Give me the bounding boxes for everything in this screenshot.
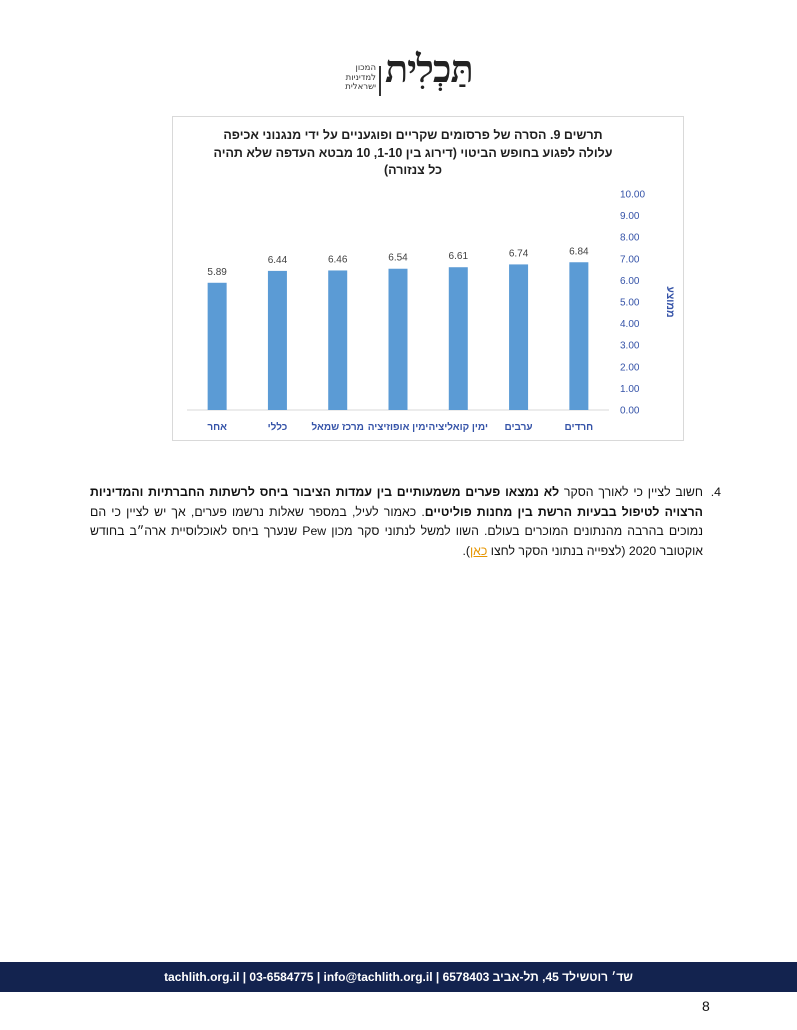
y-tick-label: 7.00 <box>620 254 640 266</box>
bar-chart <box>172 116 684 441</box>
logo-wordmark: תַּכְלִית <box>385 46 473 91</box>
y-axis-label: ממוצע <box>664 286 676 318</box>
x-tick-label: אחר <box>207 422 227 433</box>
data-label: 6.46 <box>327 254 348 266</box>
chart-title-line: עלולה לפגוע בחופש הביטוי (דירוג בין 1-10, 10 מבטא העדפה שלא תהיה <box>213 145 613 160</box>
x-tick-label: מרכז שמאל <box>311 422 364 433</box>
y-tick-label: 10.00 <box>620 189 646 201</box>
chart-title-line: כל צנזורה) <box>383 163 443 177</box>
bar-1 <box>268 271 287 410</box>
x-tick-label: ימין קואליציה <box>428 422 489 433</box>
y-tick-label: 1.00 <box>620 383 640 395</box>
y-tick-label: 5.00 <box>620 297 640 309</box>
tachlith-logo <box>330 42 480 98</box>
bar-0 <box>208 283 227 410</box>
y-tick-label: 6.00 <box>620 275 640 287</box>
y-tick-label: 0.00 <box>620 405 640 417</box>
data-label: 6.84 <box>569 246 589 258</box>
data-label: 6.54 <box>388 252 408 264</box>
data-label: 6.74 <box>508 248 529 260</box>
data-label: 5.89 <box>207 266 227 278</box>
y-tick-label: 8.00 <box>620 232 640 244</box>
paragraph-intro: חשוב לציין כי לאורך הסקר <box>559 485 703 499</box>
data-label: 6.61 <box>448 251 469 263</box>
y-tick-label: 4.00 <box>620 319 640 331</box>
bar-2 <box>328 270 347 410</box>
data-label: 6.44 <box>267 254 288 266</box>
bar-4 <box>449 267 468 410</box>
y-tick-label: 3.00 <box>620 340 640 352</box>
bar-6 <box>569 262 588 410</box>
x-tick-label: ימין אופוזיציה <box>367 422 429 433</box>
paragraph-end: ). <box>462 543 470 558</box>
y-tick-label: 9.00 <box>620 211 640 223</box>
chart-plot <box>173 117 683 440</box>
paragraph-rest: . כאמור לעיל, במספר שאלות נרשמו פערים, אך יש לציין כי הם נמוכים בהרבה מהנתונים המוכרים בעולם. השוו למשל לנתוני סקר מכון Pew שנערך ביחס לאוכלוסיית ארה״ב בחודש אוקטובר 2020 (לצפייה בנתוני הסקר לחצו <box>90 504 703 558</box>
logo-subtitle: המכון למדיניות ישראלית <box>345 63 376 92</box>
x-tick-label: כללי <box>267 422 288 433</box>
paragraph-4 <box>90 483 721 561</box>
paragraph-bold: לא נמצאו פערים משמעותיים בין עמדות הציבור ביחס לרשתות החברתיות והמדיניות הרצויה לטיפול בבעיות הרשת בין מחנות פוליטיים <box>90 485 703 519</box>
x-tick-label: חרדים <box>564 422 594 433</box>
bar-3 <box>389 269 408 410</box>
survey-link[interactable]: כאן <box>469 543 488 558</box>
y-tick-label: 2.00 <box>620 362 640 374</box>
bar-5 <box>509 264 528 410</box>
list-number: 4. <box>710 485 721 499</box>
x-tick-label: ערבים <box>504 422 533 433</box>
footer-bar: שד׳ רוטשילד 45, תל-אביב 6578403 | tachlith.org.il | 03-6584775 | info@tachlith.org.il <box>0 962 797 992</box>
logo-divider <box>379 66 381 96</box>
chart-title-line: תרשים 9. הסרה של פרסומים שקריים ופוגעניים על ידי מנגנוני אכיפה <box>223 128 603 142</box>
page-number: 8 <box>702 998 710 1014</box>
